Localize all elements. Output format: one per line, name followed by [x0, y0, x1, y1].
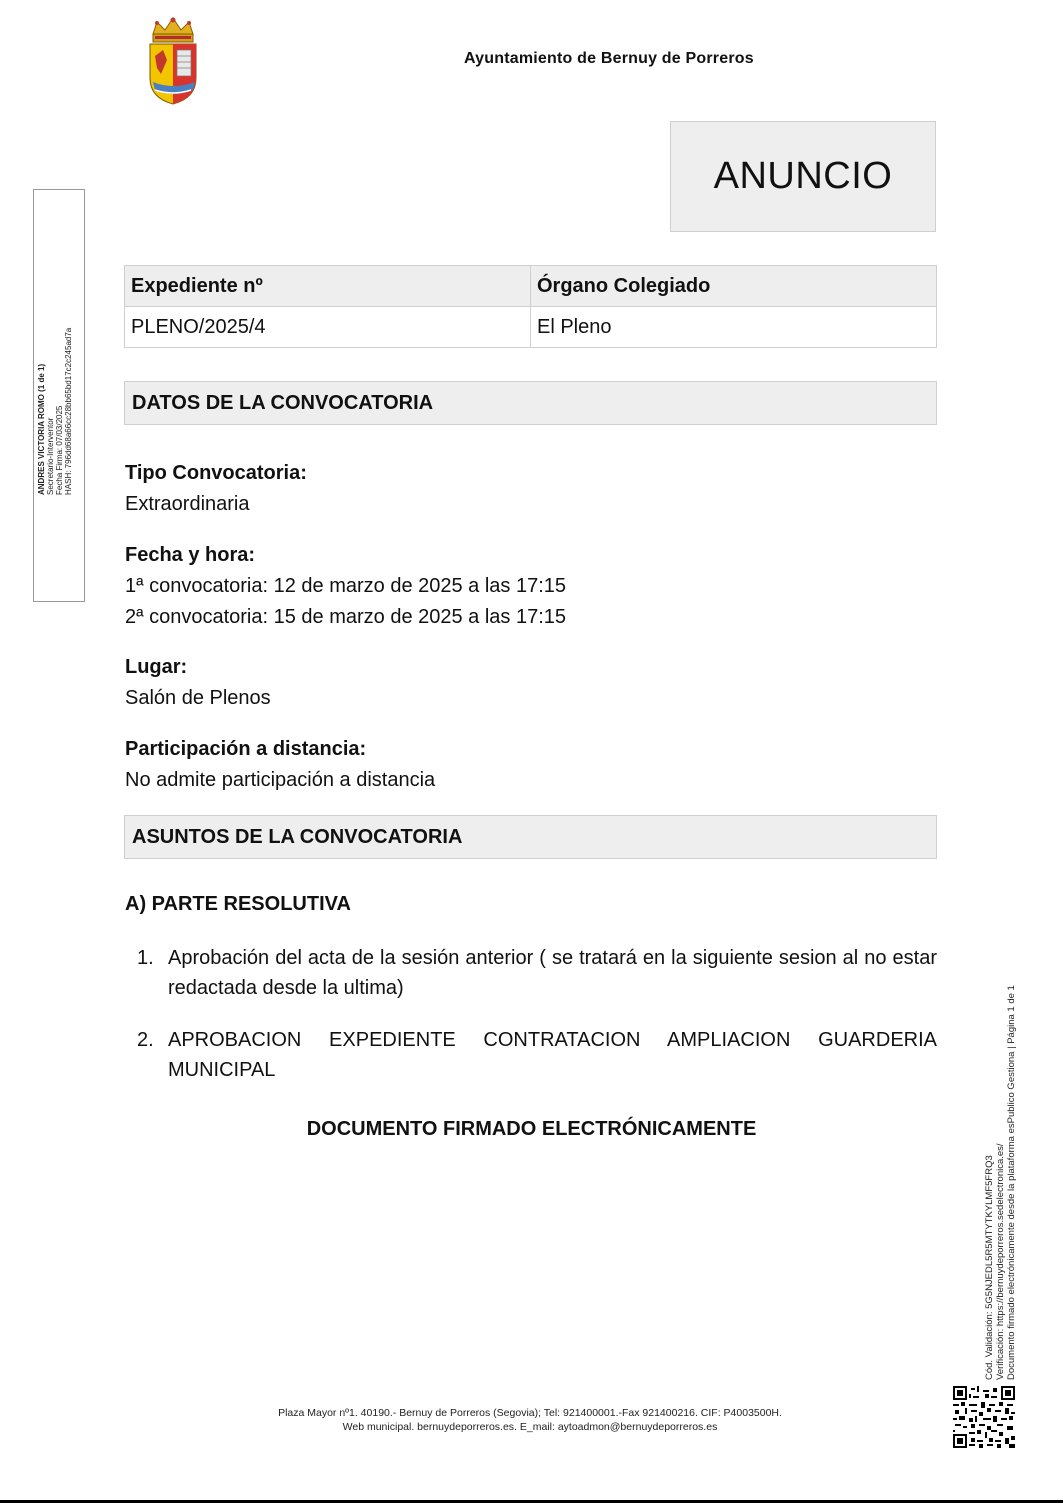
item-text: Aprobación del acta de la sesión anterior ( se tratará en la siguiente sesion al no estar redactada desde la ultima) — [168, 947, 937, 999]
tipo-convocatoria — [125, 458, 307, 520]
signature-text — [37, 328, 73, 495]
section-datos-convocatoria — [124, 381, 937, 425]
section-title: ASUNTOS DE LA CONVOCATORIA — [132, 825, 463, 848]
table-row — [125, 307, 937, 348]
item-text: APROBACION EXPEDIENTE CONTRATACION AMPLIACION GUARDERIA MUNICIPAL — [168, 1029, 937, 1081]
organo-value: El Pleno — [531, 307, 937, 348]
item-number: 1. — [137, 947, 154, 969]
tipo-value: Extraordinaria — [125, 493, 250, 515]
parte-resolutiva-title: A) PARTE RESOLUTIVA — [125, 893, 351, 915]
expediente-table — [124, 265, 937, 348]
organization-name: Ayuntamiento de Bernuy de Porreros — [464, 50, 754, 67]
footer-address: Plaza Mayor nº1. 40190.- Bernuy de Porreros (Segovia); Tel: 921400001.-Fax 921400216. CIF: P4003500H. — [278, 1407, 782, 1419]
participacion-value: No admite participación a distancia — [125, 769, 436, 791]
signer-name: ANDRES VICTORIA ROMO (1 de 1) — [37, 363, 46, 495]
signer-role: Secretario-Interventor — [46, 417, 55, 495]
lugar — [125, 652, 271, 714]
primera-convocatoria: 1ª convocatoria: 12 de marzo de 2025 a las 17:15 — [125, 575, 567, 597]
participacion-label: Participación a distancia: — [125, 738, 367, 760]
signed-notice: DOCUMENTO FIRMADO ELECTRÓNICAMENTE — [306, 1118, 757, 1140]
coat-of-arms-icon — [145, 16, 201, 106]
announcement-title-box — [670, 121, 936, 232]
table-header-row — [125, 266, 937, 307]
participacion-distancia — [125, 734, 435, 796]
tipo-label: Tipo Convocatoria: — [125, 462, 307, 484]
verification-url[interactable]: Verificación: https://bernuydeporreros.sedelectronica.es/ — [995, 1143, 1006, 1380]
signature-hash: HASH: 796dd68a66cc28bb65bd17c2c245ad7a — [64, 327, 73, 495]
section-title: DATOS DE LA CONVOCATORIA — [132, 391, 434, 414]
item-number: 2. — [137, 1029, 154, 1051]
qr-code-icon — [953, 1386, 1015, 1448]
lugar-label: Lugar: — [125, 656, 188, 678]
segunda-convocatoria: 2ª convocatoria: 15 de marzo de 2025 a las 17:15 — [125, 606, 567, 628]
footer — [200, 1406, 860, 1434]
signature-date: Fecha Firma: 07/03/2025 — [55, 405, 64, 495]
list-item — [125, 943, 937, 1003]
list-item — [125, 1025, 937, 1085]
expediente-value: PLENO/2025/4 — [125, 307, 531, 348]
announcement-title: ANUNCIO — [713, 155, 893, 197]
expediente-header: Expediente nº — [125, 266, 531, 307]
fecha-label: Fecha y hora: — [125, 544, 256, 566]
section-asuntos-convocatoria — [124, 815, 937, 859]
signed-platform-note: Documento firmado electrónicamente desde la plataforma esPublico Gestiona | Página 1 de 1 — [1006, 985, 1017, 1380]
footer-web-email: Web municipal. bernuydeporreros.es. E_mail: aytoadmon@bernuydeporreros.es — [342, 1421, 718, 1433]
lugar-value: Salón de Plenos — [125, 687, 271, 709]
verification-text — [984, 985, 1017, 1380]
validation-code: Cód. Validación: 5G5NJEDL5R5MTYTKYLMF5FRQ3 — [984, 1155, 995, 1380]
organo-header: Órgano Colegiado — [531, 266, 937, 307]
fecha-hora — [125, 540, 566, 633]
